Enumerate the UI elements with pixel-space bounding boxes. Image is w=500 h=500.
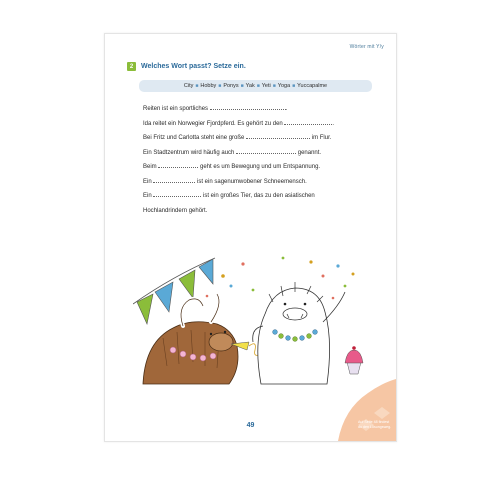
answer-blank[interactable] xyxy=(153,191,201,197)
cupcake-icon xyxy=(345,346,363,374)
pennant-flag xyxy=(137,294,153,324)
sentence-text: im Flur. xyxy=(311,135,332,141)
corner-decoration xyxy=(338,379,396,441)
answer-blank[interactable] xyxy=(153,177,195,183)
sentence-text: Ein xyxy=(143,193,152,199)
sentence-text: genannt. xyxy=(297,149,322,156)
word-bank-item: Hobby xyxy=(200,83,217,89)
sentence-text: . xyxy=(332,120,335,127)
sentence-text: Reiten ist ein sportliches xyxy=(143,106,209,112)
answer-blank[interactable] xyxy=(236,148,296,154)
sentence xyxy=(143,117,383,132)
sentence xyxy=(143,189,383,204)
separator-icon: ■ xyxy=(240,83,244,89)
sentence-text: Bei Fritz und Carlotta steht eine große xyxy=(143,135,245,141)
sentence xyxy=(143,131,383,146)
sentence-text: Hochlandrindern gehört. xyxy=(143,207,208,214)
yak-and-yeti-illustration xyxy=(133,246,373,386)
sentence xyxy=(143,175,383,190)
answer-blank[interactable] xyxy=(210,104,286,110)
corner-hint-text: Auf Seite 48 findest du den Lösungsweg. xyxy=(358,420,392,429)
separator-icon: ■ xyxy=(292,83,296,89)
pennant-flag xyxy=(155,282,173,312)
sentence xyxy=(143,204,383,219)
sentence-text: Ein xyxy=(143,178,152,185)
word-bank-item: Yoga xyxy=(277,83,291,89)
word-bank-item: Yak xyxy=(245,83,255,89)
separator-icon: ■ xyxy=(195,83,199,89)
sentence-text: ist ein großes Tier, das zu den asiatischen xyxy=(203,193,315,199)
yeti-drawing xyxy=(253,282,345,384)
task-title: Welches Wort passt? Setze ein. xyxy=(141,63,246,70)
sentence-text: geht es um Bewegung und um Entspannung. xyxy=(200,164,321,170)
word-bank-item: Yeti xyxy=(261,83,271,89)
task-heading xyxy=(127,62,246,71)
word-bank xyxy=(139,80,372,92)
separator-icon: ■ xyxy=(218,83,222,89)
sentence-text: . xyxy=(285,106,288,112)
sentence xyxy=(143,102,383,117)
sentence-text: Ida reitet ein Norwegier Fjordpferd. Es gehört zu den xyxy=(143,120,283,127)
workbook-page xyxy=(104,33,397,442)
chapter-header: Wörter mit Y/y xyxy=(349,44,384,50)
word-bank-item: City xyxy=(183,83,194,89)
word-bank-item: Ponys xyxy=(223,83,239,89)
sentence xyxy=(143,146,383,161)
answer-blank[interactable] xyxy=(246,133,310,139)
separator-icon: ■ xyxy=(272,83,276,89)
pennant-flag xyxy=(199,259,213,284)
page-number: 49 xyxy=(246,422,255,429)
sentence-list xyxy=(143,102,383,218)
sentence-text: ist ein sagenumwobener Schneemensch. xyxy=(197,178,307,185)
sentence xyxy=(143,160,383,175)
word-bank-item: Yuccapalme xyxy=(297,83,328,89)
sentence-text: Ein Stadtzentrum wird häufig auch xyxy=(143,149,235,156)
sentence-text: Beim xyxy=(143,164,157,170)
answer-blank[interactable] xyxy=(158,162,198,168)
task-number-badge: 2 xyxy=(127,62,136,71)
separator-icon: ■ xyxy=(256,83,260,89)
answer-blank[interactable] xyxy=(284,119,335,127)
yak-drawing xyxy=(143,294,261,384)
